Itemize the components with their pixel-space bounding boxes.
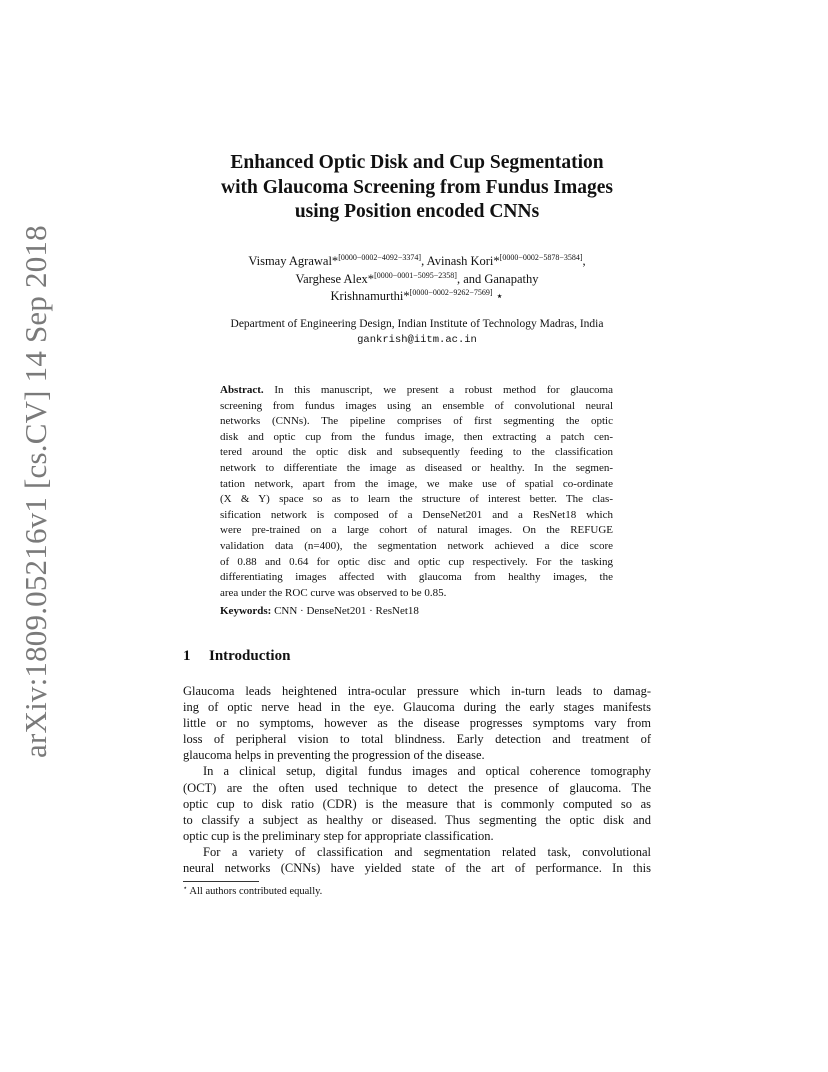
author-line [150,253,684,271]
body-line: optic cup is the preliminary step for appropriate classification. [183,828,494,843]
footnote-star: ⋆ [492,289,504,303]
orcid: [0000−0002−4092−3374] [338,253,422,262]
author-name: Vismay Agrawal* [248,254,339,268]
abstract-line [220,383,613,399]
title-line: Enhanced Optic Disk and Cup Segmentation [230,152,604,173]
abstract-line: (X & Y) space so as to learn the structure of interest better. The clas- [220,493,613,506]
keywords [220,605,613,617]
body-line: (OCT) are the often used technique to detect the presence of glaucoma. The [183,780,651,795]
abstract-line: disk and optic cup from the fundus image, then extracting a patch cen- [220,430,613,443]
body-line: glaucoma helps in preventing the progression of the disease. [183,748,485,763]
separator: , [582,254,586,268]
orcid: [0000−0002−5878−3584] [499,253,583,262]
abstract-line: screening from fundus images using an ensemble of convolutional neural [220,399,613,412]
body-line: to classify a subject as healthy or diseased. Thus segmenting the optic disk and [183,812,651,827]
orcid: [0000−0002−9262−7569] [409,288,493,297]
keywords-text: CNN · DenseNet201 · ResNet18 [271,605,419,617]
abstract-line: were pre-trained on a large cohort of natural images. On the REFUGE [220,524,613,537]
author-line [150,288,684,306]
body-line: loss of peripheral vision to total blindness. Early detection and treatment of [183,732,651,747]
keywords-label: Keywords: [220,605,272,617]
abstract-text: In this manuscript, we present a robust method for glaucoma [263,384,613,396]
body-line: For a variety of classification and segmentation related task, convolutional [203,844,651,859]
body-line: neural networks (CNNs) have yielded state of the art of performance. In this [183,861,651,876]
footnote-text: All authors contributed equally. [187,886,323,897]
abstract-line: differentiating images affected with glaucoma from healthy images, the [220,571,613,584]
author-line [150,271,684,289]
abstract-label: Abstract. [220,384,264,396]
abstract-line: networks (CNNs). The pipeline comprises of first segmenting the optic [220,415,613,428]
body-line: little or no symptoms, however as the disease progresses symptoms vary from [183,716,651,731]
body-line: Glaucoma leads heightened intra-ocular pressure which in-turn leads to damag- [183,684,651,698]
body-line: ing of optic nerve head in the eye. Glaucoma during the early stages manifests [183,700,651,715]
department: Department of Engineering Design, Indian Institute of Technology Madras, India [230,318,604,330]
author-name: , Avinash Kori* [421,254,500,268]
abstract-line: network to differentiate the image as diseased or healthy. In the segmen- [220,461,613,474]
abstract-line: validation data (n=400), the segmentation network achieved a dice score [220,539,613,552]
abstract-line: sification network is composed of a DenseNet201 and a ResNet18 which [220,508,613,521]
abstract-line: of 0.88 and 0.64 for optic disc and optic cup respectively. For the tasking [220,555,613,568]
email: gankrish@iitm.ac.in [357,333,477,346]
section-title: Introduction [209,648,291,664]
orcid: [0000−0001−5095−2358] [374,270,457,280]
affiliation [150,317,684,348]
author-name: Varghese Alex* [295,271,375,286]
section-heading [183,648,290,665]
body-text [183,683,651,876]
abstract [220,383,613,601]
title-line: using Position encoded CNNs [294,201,540,222]
abstract-line: tered around the optic disk and subsequently feeding to the classification [220,446,613,459]
author-name: , and Ganapathy [456,271,539,286]
abstract-line: tation network, apart from the image, we make use of spatial co-ordinate [220,477,613,490]
arxiv-identifier: arXiv:1809.05216v1 [cs.CV] 14 Sep 2018 [18,225,53,758]
footnote-marker: ⋆ [183,884,188,892]
body-line: optic cup to disk ratio (CDR) is the measure that is commonly computed so as [183,796,651,811]
paper-title [150,151,684,225]
title-line: with Glaucoma Screening from Fundus Images [220,176,613,198]
abstract-line: area under the ROC curve was observed to be 0.85. [220,586,447,599]
body-line: In a clinical setup, digital fundus images and optical coherence tomography [203,764,651,779]
author-list [150,253,684,306]
section-number: 1 [183,648,191,664]
footnote-rule [183,881,259,882]
footnote [183,886,322,897]
author-name: Krishnamurthi* [330,289,410,303]
